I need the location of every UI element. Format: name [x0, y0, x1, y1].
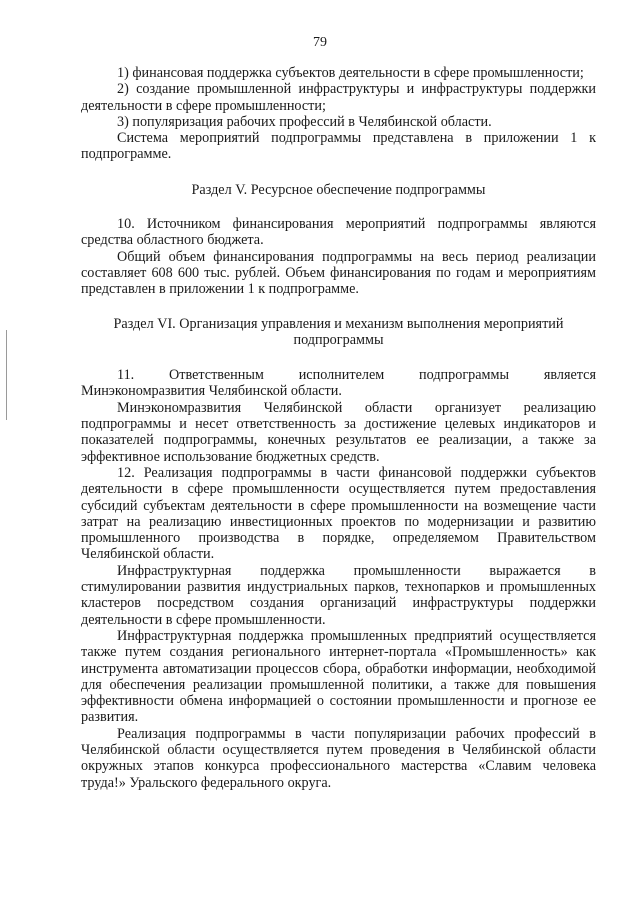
document-body [81, 65, 596, 791]
paragraph-funding-source: 10. Источником финансирования мероприятий подпрограммы являются средства областного бюджета. [81, 216, 596, 249]
paragraph-list-item-2: 2) создание промышленной инфраструктуры и инфраструктуры поддержки деятельности в сфере промышленности; [81, 81, 596, 114]
paragraph-funding-volume: Общий объем финансирования подпрограммы на весь период реализации составляет 608 600 тыс. рублей. Объем финансирования по годам и мероприятиям представлен в приложении 1 к подпрограмме. [81, 248, 596, 298]
scan-margin-line [6, 330, 7, 420]
paragraph-ministry-responsibility: Минэкономразвития Челябинской области организует реализацию подпрограммы и несет ответственность за достижение целевых индикаторов и показателей подпрограммы, конечных результатов ее реализации, а также за эффективное использование бюджетных средств. [81, 399, 596, 465]
paragraph-internet-portal: Инфраструктурная поддержка промышленных предприятий осуществляется также путем создания регионального интернет-портала «Промышленность» как инструмента автоматизации процессов сбора, обработки информации, необходимой для обеспечения реализации промышленной политики, а также для повышения эффективности обмена информацией о состоянии промышленности и прогнозе ее развития. [81, 627, 596, 726]
section-6-heading: Раздел VI. Организация управления и механизм выполнения мероприятий подпрограммы [113, 315, 564, 348]
paragraph-responsible-executor: 11. Ответственным исполнителем подпрограммы является Минэкономразвития Челябинской области. [81, 367, 596, 400]
paragraph-professions-popularization: Реализация подпрограммы в части популяризации рабочих профессий в Челябинской области осуществляется путем проведения в Челябинской области окружных этапов конкурса профессионального мастерства «Славим человека труда!» Уральского федерального округа. [81, 725, 596, 791]
paragraph-appendix-reference: Система мероприятий подпрограммы представлена в приложении 1 к подпрограмме. [81, 130, 596, 163]
paragraph-list-item-3: 3) популяризация рабочих профессий в Челябинской области. [117, 113, 492, 130]
section-5-heading: Раздел V. Ресурсное обеспечение подпрограммы [191, 181, 486, 198]
paragraph-financial-support: 12. Реализация подпрограммы в части финансовой поддержки субъектов деятельности в сфере промышленности осуществляется путем предоставления субсидий субъектам деятельности в сфере промышленности на возмещение части затрат на реализацию инвестиционных проектов по модернизации и развитию промышленного производства в порядке, определяемом Правительством Челябинской области. [81, 464, 596, 563]
paragraph-list-item-1: 1) финансовая поддержка субъектов деятельности в сфере промышленности; [117, 65, 584, 81]
page-number: 79 [313, 35, 327, 50]
paragraph-infrastructure-support: Инфраструктурная поддержка промышленности выражается в стимулировании развития индустриальных парков, технопарков и промышленных кластеров посредством создания организаций инфраструктуры поддержки деятельности в сфере промышленности. [81, 562, 596, 628]
